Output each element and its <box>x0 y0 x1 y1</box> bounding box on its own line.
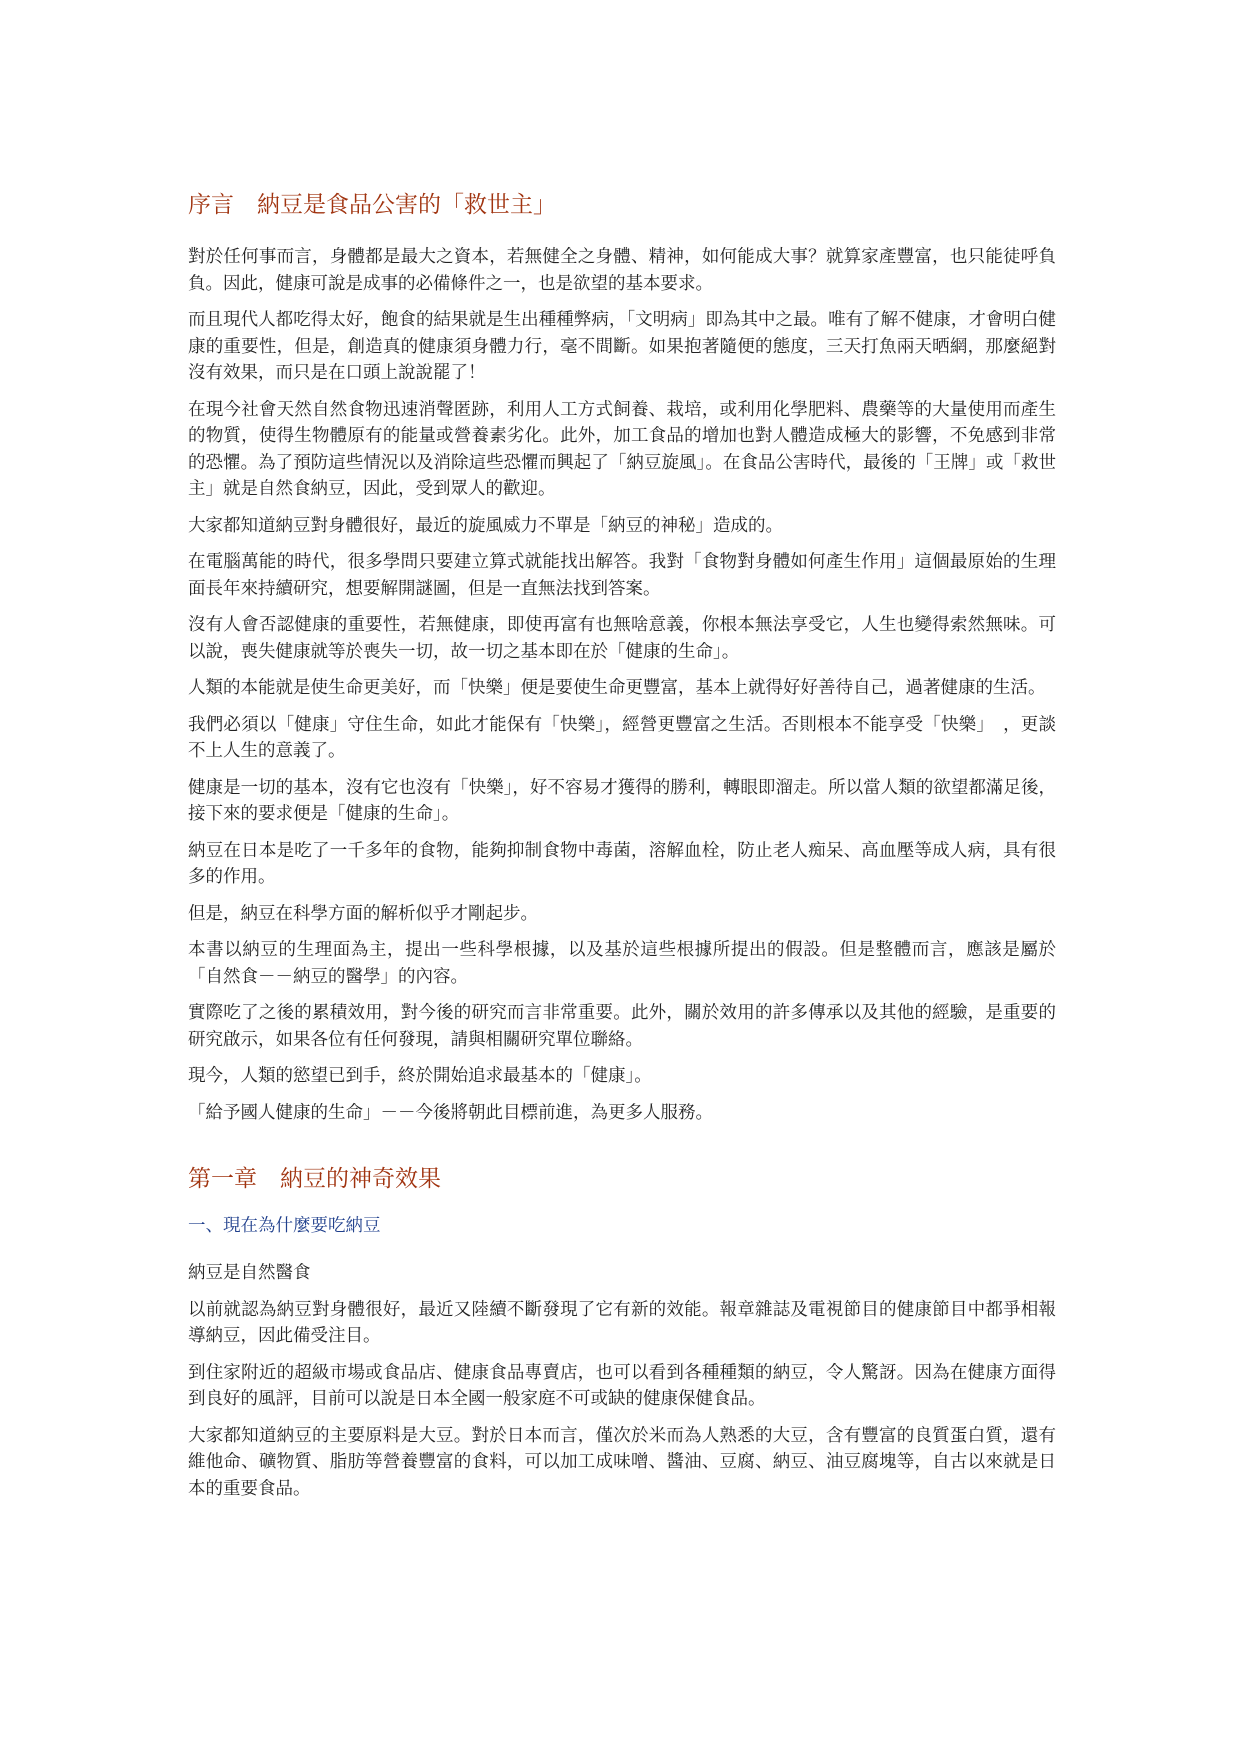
chapter-title: 第一章 納豆的神奇效果 <box>188 1166 441 1192</box>
preface-paragraph: 人類的本能就是使生命更美好，而「快樂」便是要使生命更豐富，基本上就得好好善待自己，過著健康的生活。 <box>188 678 1046 698</box>
section-body <box>188 1260 1056 1502</box>
preface-paragraph: 納豆在日本是吃了一千多年的食物，能夠抑制食物中毒菌，溶解血栓，防止老人痴呆、高血壓等成人病，具有很多的作用。 <box>188 840 1056 887</box>
preface-paragraph: 實際吃了之後的累積效用，對今後的研究而言非常重要。此外，關於效用的許多傳承以及其他的經驗，是重要的研究啟示，如果各位有任何發現，請與相關研究單位聯絡。 <box>188 1003 1056 1050</box>
preface-paragraph: 現今，人類的慾望已到手，終於開始追求最基本的「健康」。 <box>188 1066 652 1086</box>
section-paragraph: 納豆是自然醫食 <box>188 1263 311 1283</box>
preface-paragraph: 「給予國人健康的生命」－－今後將朝此目標前進，為更多人服務。 <box>188 1102 713 1123</box>
section-title: 一、現在為什麼要吃納豆 <box>188 1216 381 1236</box>
preface-paragraph: 而且現代人都吃得太好，飽食的結果就是生出種種弊病，「文明病」即為其中之最。唯有了解不健康，才會明白健康的重要性，但是，創造真的健康須身體力行，毫不間斷。如果抱著隨便的態度，三天打魚兩天晒網，那麼絕對沒有效果，而只是在口頭上說說罷了！ <box>188 310 1056 383</box>
preface-title: 序言 納豆是食品公害的「救世主」 <box>188 192 556 218</box>
preface-paragraph: 對於任何事而言，身體都是最大之資本，若無健全之身體、精神，如何能成大事？就算家產豐富，也只能徒呼負負。因此，健康可說是成事的必備條件之一，也是欲望的基本要求。 <box>188 247 1056 294</box>
section-paragraph: 大家都知道納豆的主要原料是大豆。對於日本而言，僅次於米而為人熟悉的大豆，含有豐富的良質蛋白質，還有維他命、礦物質、脂肪等營養豐富的食料，可以加工成味噌、醬油、豆腐、納豆、油豆腐塊等，自古以來就是日本的重要食品。 <box>188 1425 1056 1499</box>
preface-paragraph: 但是，納豆在科學方面的解析似乎才剛起步。 <box>188 903 538 924</box>
preface-paragraph: 大家都知道納豆對身體很好，最近的旋風威力不單是「納豆的神秘」造成的。 <box>188 515 783 536</box>
section-paragraph: 以前就認為納豆對身體很好，最近又陸續不斷發現了它有新的效能。報章雜誌及電視節目的健康節目中都爭相報導納豆，因此備受注目。 <box>188 1299 1056 1346</box>
preface-paragraph: 在電腦萬能的時代，很多學問只要建立算式就能找出解答。我對「食物對身體如何產生作用」這個最原始的生理面長年來持續研究，想要解開謎圖，但是一直無法找到答案。 <box>188 552 1056 599</box>
preface-paragraph: 我們必須以「健康」守住生命，如此才能保有「快樂」，經營更豐富之生活。否則根本不能享受「快樂」 ，更談不上人生的意義了。 <box>188 714 1056 761</box>
preface-paragraph: 沒有人會否認健康的重要性，若無健康，即使再富有也無啥意義，你根本無法享受它，人生也變得索然無味。可以說，喪失健康就等於喪失一切，故一切之基本即在於「健康的生命」。 <box>188 615 1056 662</box>
preface-body <box>188 244 1056 1126</box>
section-paragraph: 到住家附近的超級市場或食品店、健康食品專賣店，也可以看到各種種類的納豆，令人驚訝。因為在健康方面得到良好的風評，目前可以說是日本全國一般家庭不可或缺的健康保健食品。 <box>188 1362 1056 1409</box>
document-page <box>188 190 1056 1512</box>
preface-paragraph: 在現今社會天然自然食物迅速消聲匿跡，利用人工方式飼養、栽培，或利用化學肥料、農藥等的大量使用而產生的物質，使得生物體原有的能量或營養素劣化。此外，加工食品的增加也對人體造成極大的影響，不免感到非常的恐懼。為了預防這些情況以及消除這些恐懼而興起了「納豆旋風」。在食品公害時代，最後的「王牌」或「救世主」就是自然食納豆，因此，受到眾人的歡迎。 <box>188 399 1056 499</box>
preface-paragraph: 本書以納豆的生理面為主，提出一些科學根據，以及基於這些根據所提出的假設。但是整體而言，應該是屬於「自然食－－納豆的醫學」的內容。 <box>188 940 1056 987</box>
preface-paragraph: 健康是一切的基本，沒有它也沒有「快樂」，好不容易才獲得的勝利，轉眼即溜走。所以當人類的欲望都滿足後，接下來的要求便是「健康的生命」。 <box>188 777 1056 824</box>
